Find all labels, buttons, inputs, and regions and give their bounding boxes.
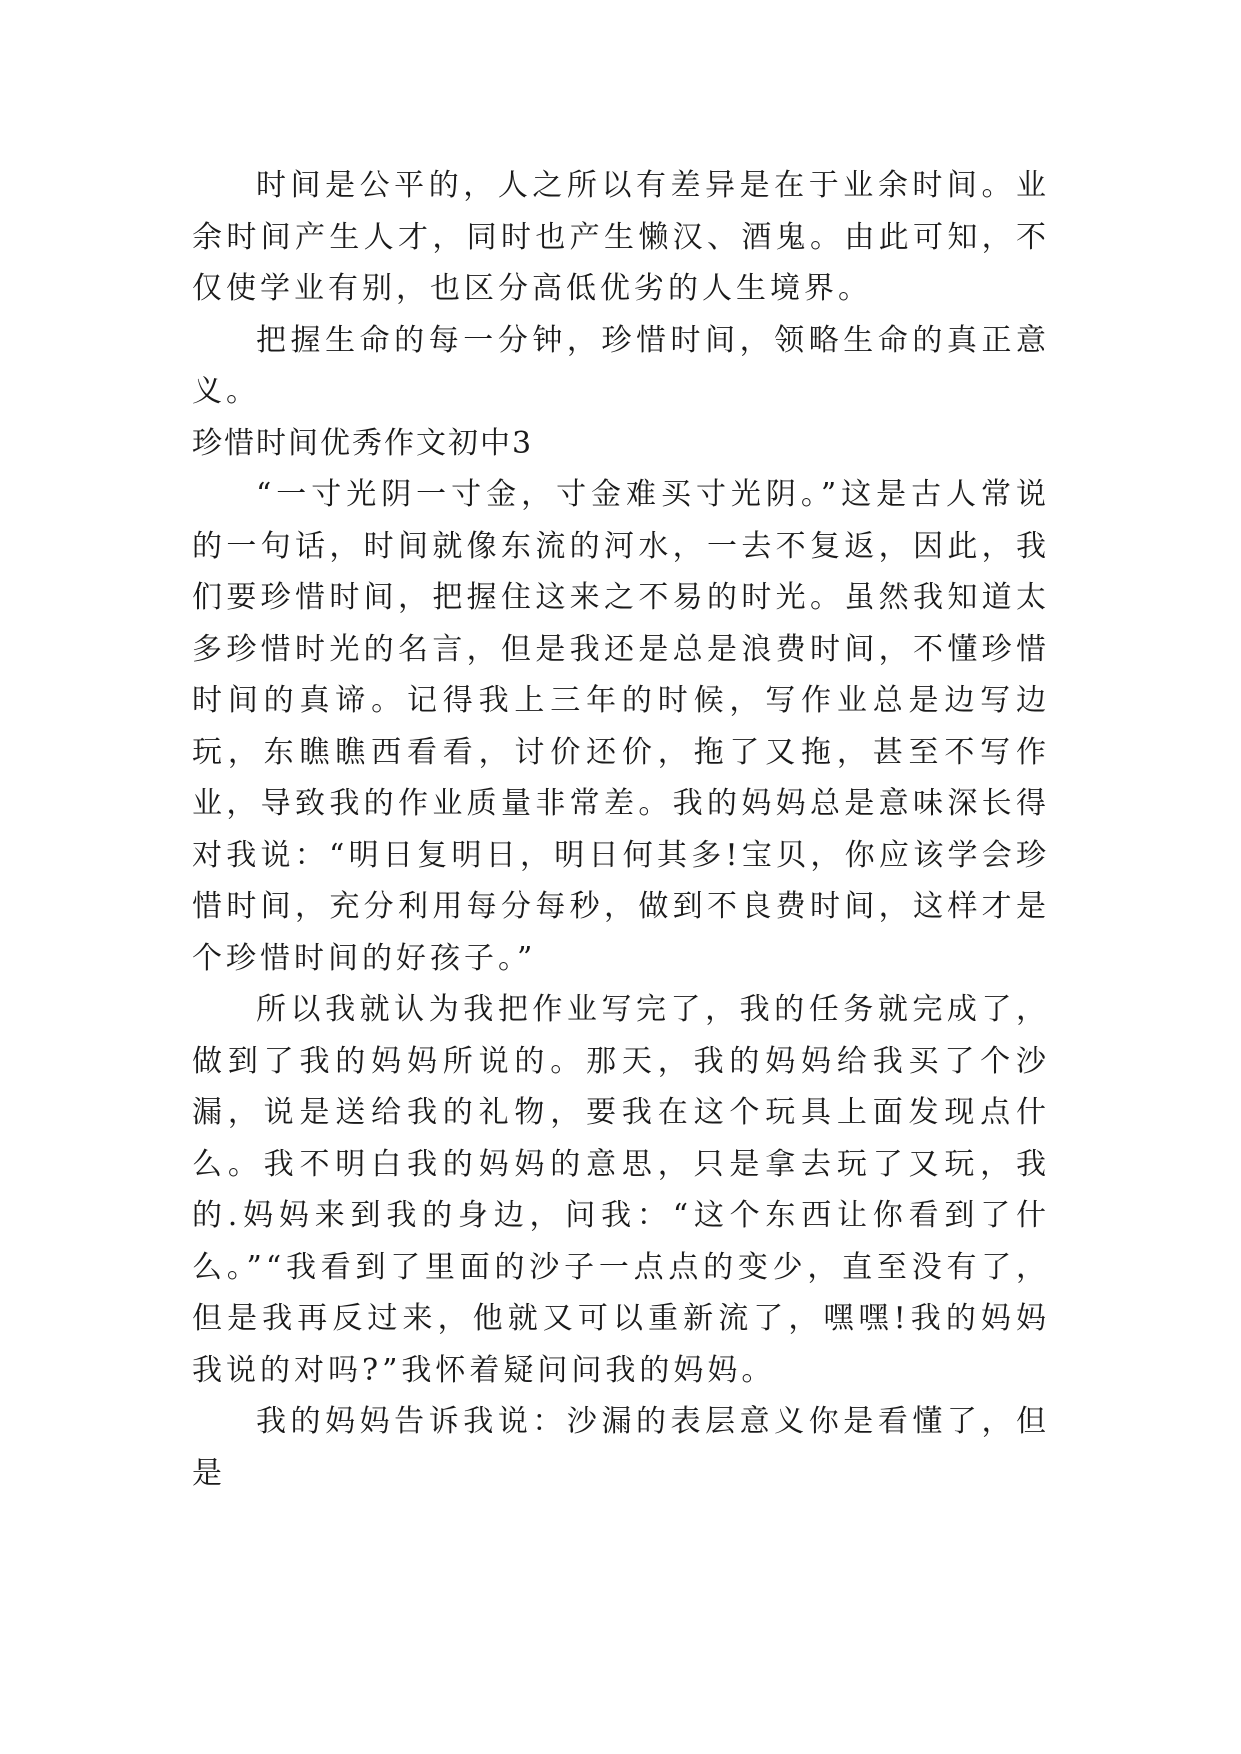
paragraph-1: 时间是公平的，人之所以有差异是在于业余时间。业余时间产生人才，同时也产生懒汉、酒鬼。由此可知，不仅使学业有别，也区分高低优劣的人生境界。 xyxy=(192,168,1050,306)
paragraph-2: 把握生命的每一分钟，珍惜时间，领略生命的真正意义。 xyxy=(192,322,1050,409)
paragraph-5: 我的妈妈告诉我说：沙漏的表层意义你是看懂了，但是 xyxy=(192,1404,1050,1491)
section-heading: 珍惜时间优秀作文初中3 xyxy=(192,425,534,461)
paragraph-3: “一寸光阴一寸金，寸金难买寸光阴。”这是古人常说的一句话，时间就像东流的河水，一去不复返，因此，我们要珍惜时间，把握住这来之不易的时光。虽然我知道太多珍惜时光的名言，但是我还是总是浪费时间，不懂珍惜时间的真谛。记得我上三年的时候，写作业总是边写边玩，东瞧瞧西看看，讨价还价，拖了又拖，甚至不写作业，导致我的作业质量非常差。我的妈妈总是意味深长得对我说：“明日复明日，明日何其多!宝贝，你应该学会珍惜时间，充分利用每分每秒，做到不良费时间，这样才是个珍惜时间的好孩子。” xyxy=(192,477,1050,976)
document-body xyxy=(192,160,1050,1499)
paragraph-4: 所以我就认为我把作业写完了，我的任务就完成了，做到了我的妈妈所说的。那天，我的妈妈给我买了个沙漏，说是送给我的礼物，要我在这个玩具上面发现点什么。我不明白我的妈妈的意思，只是拿去玩了又玩，我的.妈妈来到我的身边，问我：“这个东西让你看到了什么。”“我看到了里面的沙子一点点的变少，直至没有了，但是我再反过来，他就又可以重新流了，嘿嘿!我的妈妈我说的对吗?”我怀着疑问问我的妈妈。 xyxy=(192,992,1050,1388)
